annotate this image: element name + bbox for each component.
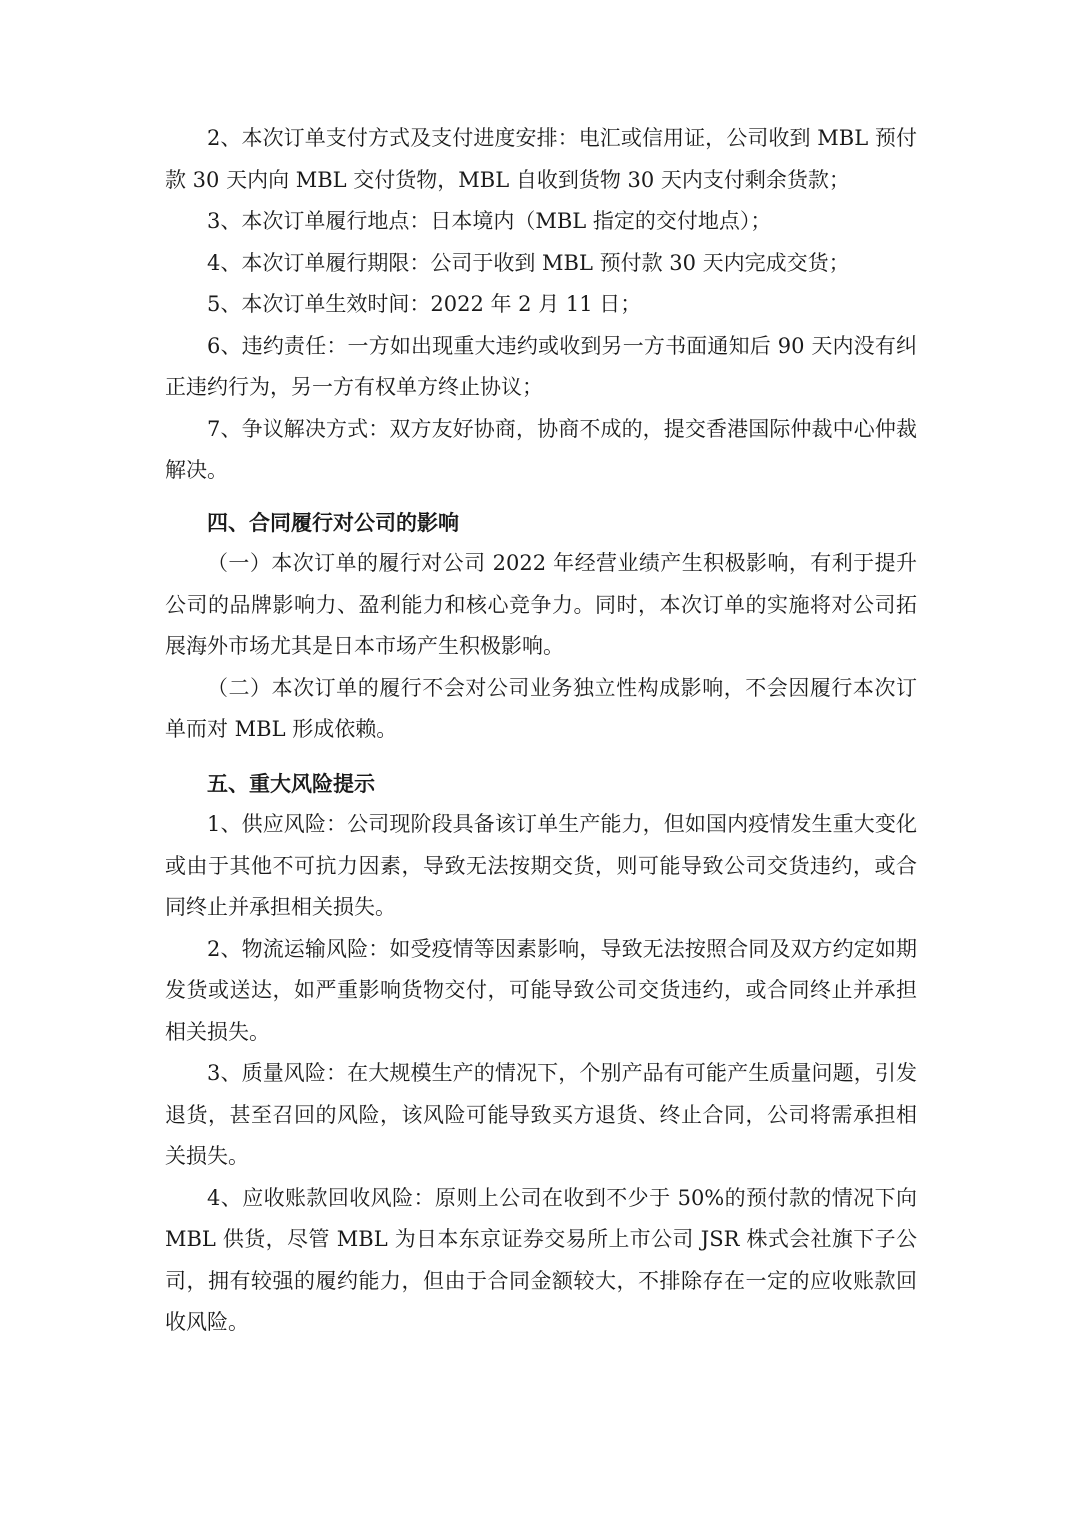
- section-spacer: [165, 492, 917, 502]
- document-page: [165, 118, 917, 1344]
- contract-term-dispute: 7、争议解决方式：双方友好协商，协商不成的，提交香港国际仲裁中心仲裁解决。: [165, 416, 917, 482]
- contract-term-location: 3、本次订单履行地点：日本境内（MBL 指定的交付地点）；: [207, 209, 772, 233]
- risk-paragraph-supply: 1、供应风险：公司现阶段具备该订单生产能力，但如国内疫情发生重大变化或由于其他不可抗力因素，导致无法按期交货，则可能导致公司交货违约，或合同终止并承担相关损失。: [165, 812, 917, 919]
- impact-paragraph-1: （一）本次订单的履行对公司 2022 年经营业绩产生积极影响，有利于提升公司的品牌影响力、盈利能力和核心竞争力。同时，本次订单的实施将对公司拓展海外市场尤其是日本市场产生积极影响。: [165, 551, 917, 658]
- section-spacer: [165, 751, 917, 763]
- risk-paragraph-quality: 3、质量风险：在大规模生产的情况下，个别产品有可能产生质量问题，引发退货，甚至召回的风险，该风险可能导致买方退货、终止合同，公司将需承担相关损失。: [165, 1061, 917, 1168]
- risk-paragraph-receivables: 4、应收账款回收风险：原则上公司在收到不少于 50%的预付款的情况下向 MBL 供货，尽管 MBL 为日本东京证券交易所上市公司 JSR 株式会社旗下子公司，拥有较强的履约能力，但由于合同金额较大，不排除存在一定的应收账款回收风险。: [165, 1185, 917, 1334]
- risk-paragraph-logistics: 2、物流运输风险：如受疫情等因素影响，导致无法按照合同及双方约定如期发货或送达，如严重影响货物交付，可能导致公司交货违约，或合同终止并承担相关损失。: [165, 936, 917, 1044]
- section-heading-impact: 四、合同履行对公司的影响: [207, 509, 459, 535]
- impact-paragraph-2: （二）本次订单的履行不会对公司业务独立性构成影响，不会因履行本次订单而对 MBL 形成依赖。: [165, 675, 917, 741]
- contract-term-deadline: 4、本次订单履行期限：公司于收到 MBL 预付款 30 天内完成交货；: [207, 250, 850, 275]
- contract-term-payment: 2、本次订单支付方式及支付进度安排：电汇或信用证，公司收到 MBL 预付款 30 天内向 MBL 交付货物，MBL 自收到货物 30 天内支付剩余货款；: [165, 126, 917, 192]
- section-heading-risks: 五、重大风险提示: [207, 770, 375, 796]
- contract-term-liability: 6、违约责任：一方如出现重大违约或收到另一方书面通知后 90 天内没有纠正违约行为，另一方有权单方终止协议；: [165, 333, 917, 399]
- contract-term-effective-date: 5、本次订单生效时间：2022 年 2 月 11 日；: [207, 292, 642, 316]
